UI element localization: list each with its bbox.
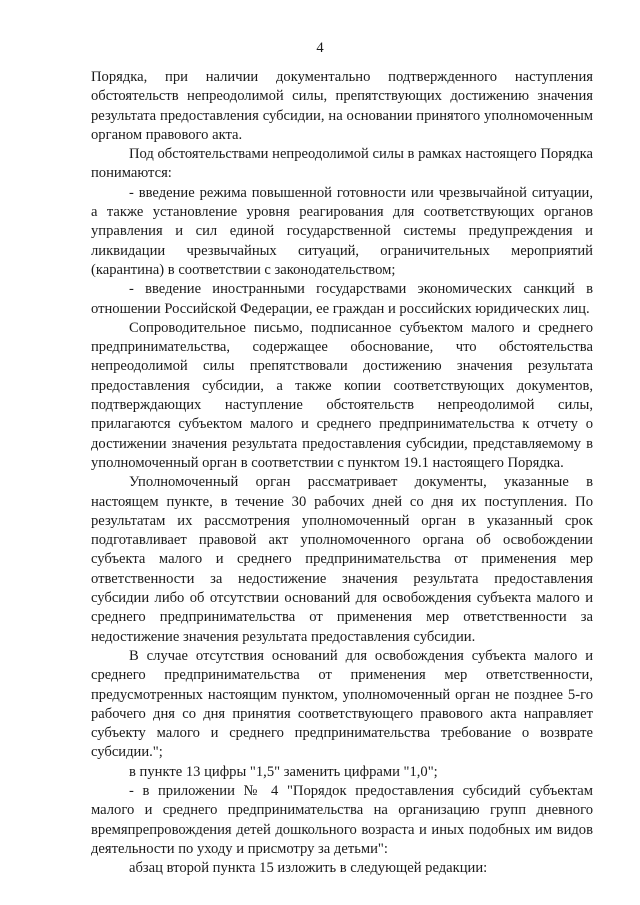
paragraph: Сопроводительное письмо, подписанное субъектом малого и среднего предпринимательства, содержащее обоснование, что обстоятельства непреодолимой силы препятствовали достижению значения результата предоставления субсидии, а также копии соответствующих документов, подтверждающих наступление обстоятельств непреодолимой силы, прилагаются субъектом малого и среднего предпринимательства к отчету о достижении значения результата предоставления субсидии, представляемому в уполномоченный орган в соответствии с пунктом 19.1 настоящего Порядка.: [91, 319, 593, 471]
paragraph: В случае отсутствия оснований для освобождения субъекта малого и среднего предпринимательства от применения мер ответственности, предусмотренных настоящим пунктом, уполномоченный орган не позднее 5-го рабочего дня со дня принятия соответствующего правового акта направляет субъекту малого и среднего предпринимательства требование о возврате субсидии.";: [91, 647, 593, 761]
paragraph: Под обстоятельствами непреодолимой силы в рамках настоящего Порядка понимаются:: [91, 146, 593, 182]
list-item: - введение иностранными государствами экономических санкций в отношении Российской Федерации, ее граждан и российских юридических лиц.: [91, 281, 593, 317]
paragraph: Порядка, при наличии документально подтвержденного наступления обстоятельств непреодолимой силы, препятствующих достижению значения результата предоставления субсидии, на основании принятого уполномоченным органом правового акта.: [91, 69, 593, 143]
document-body: [91, 68, 593, 878]
list-item: - введение режима повышенной готовности или чрезвычайной ситуации, а также установление уровня реагирования для соответствующих органов управления и сил единой государственной системы предупреждения и ликвидации чрезвычайных ситуаций, ограничительных мероприятий (карантина) в соответствии с законодательством;: [91, 184, 593, 278]
amendment-item: абзац второй пункта 15 изложить в следующей редакции:: [129, 860, 488, 877]
page-number: 4: [316, 40, 324, 56]
amendment-item: в пункте 13 цифры "1,5" заменить цифрами "1,0";: [129, 763, 438, 780]
paragraph: Уполномоченный орган рассматривает документы, указанные в настоящем пункте, в течение 30 рабочих дней со дня их поступления. По результатам их рассмотрения уполномоченный орган в указанный срок подготавливает правовой акт уполномоченного органа об освобождении субъекта малого и среднего предпринимательства от применения мер ответственности за недостижение значения результата предоставления субсидии либо об отсутствии оснований для освобождения субъекта малого и среднего предпринимательства от применения мер ответственности за недостижение значения результата предоставления субсидии.: [91, 474, 593, 645]
list-item: - в приложении № 4 "Порядок предоставления субсидий субъектам малого и среднего предпринимательства на организацию групп дневного времяпрепровождения детей дошкольного возраста и иных подобных им видов деятельности по уходу и присмотру за детьми":: [91, 782, 593, 857]
